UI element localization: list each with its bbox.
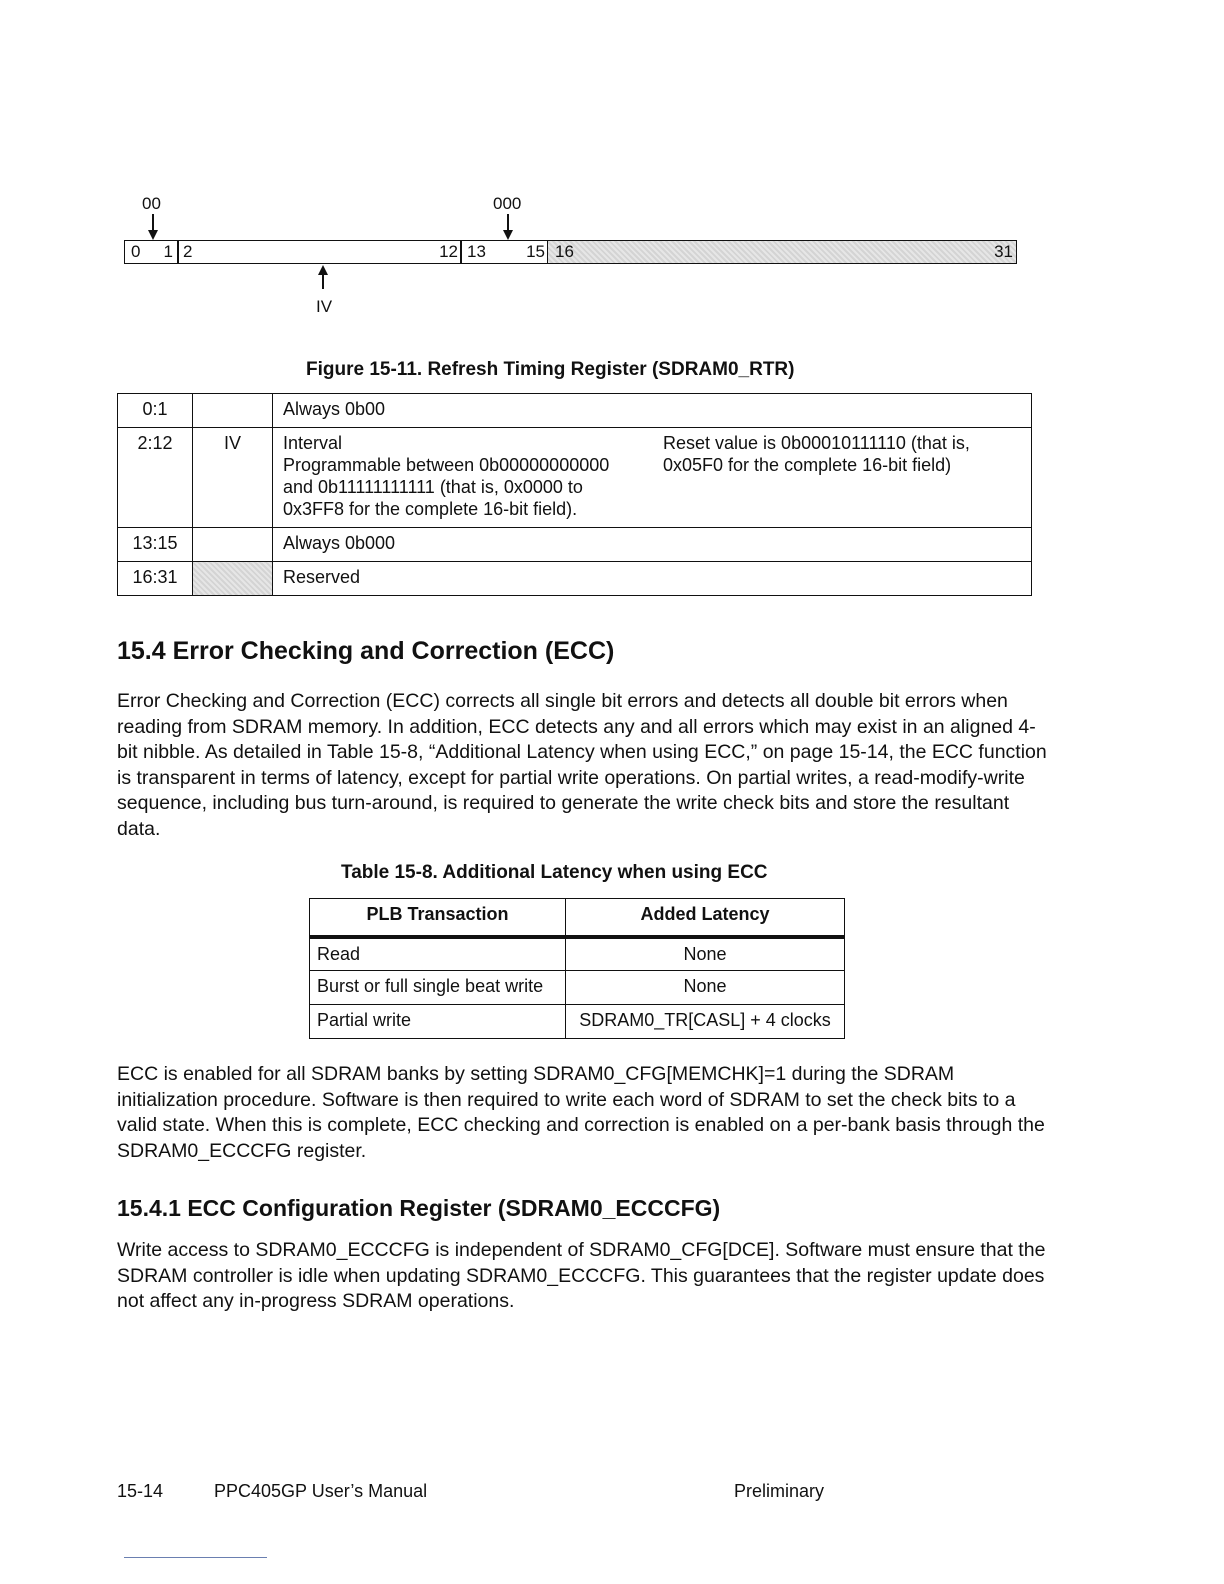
cell-latency: SDRAM0_TR[CASL] + 4 clocks xyxy=(566,1005,845,1039)
desc-line: 0x3FF8 for the complete 16-bit field). xyxy=(283,499,578,519)
reg-label-000: 000 xyxy=(493,194,522,213)
desc-line: Interval xyxy=(283,433,343,453)
section-paragraph-2: ECC is enabled for all SDRAM banks by setting SDRAM0_CFG[MEMCHK]=1 during the SDRAM initialization procedure. Software is then required to write each word of SDRAM to set the check bits to a valid state. When this is complete, ECC checking and correction is enabled on a per-bank basis through the SDRAM0_ECCCFG register. xyxy=(117,1063,1045,1162)
cell-notes xyxy=(653,428,1032,528)
reg-field-0-1 xyxy=(124,240,179,264)
reg-label-00: 00 xyxy=(142,194,161,213)
cell-transaction: Partial write xyxy=(310,1005,566,1039)
table-row xyxy=(118,428,1032,528)
table-row xyxy=(310,971,845,1005)
notes-line: 0x05F0 for the complete 16-bit field) xyxy=(663,455,952,475)
footer-rule xyxy=(124,1557,267,1558)
bit-2: 2 xyxy=(183,242,193,261)
subsection-heading: 15.4.1 ECC Configuration Register (SDRAM0_ECCCFG) xyxy=(117,1195,721,1221)
bit-15: 15 xyxy=(526,242,545,261)
cell-latency: None xyxy=(566,937,845,971)
table-row xyxy=(118,528,1032,562)
footer-title: PPC405GP User’s Manual xyxy=(214,1481,428,1501)
reg-field-16-31-reserved xyxy=(547,240,1017,264)
header-plb-transaction: PLB Transaction xyxy=(310,899,566,937)
cell-name-shaded xyxy=(193,562,273,596)
cell-name xyxy=(193,528,273,562)
arrow-up-icon xyxy=(322,273,324,289)
section-paragraph-1: Error Checking and Correction (ECC) corrects all single bit errors and detects all double bit errors when reading from SDRAM memory. In addition, ECC detects any and all errors which may exist in an aligned 4-bit nibble. As detailed in Table 15-8, “Additional Latency when using ECC,” on page 15-14, the ECC function is transparent in terms of latency, except for partial write operations. On partial writes, a read-modify-write sequence, including bus turn-around, is required to generate the write check bits and store the resultant data. xyxy=(117,690,1047,840)
bit-0: 0 xyxy=(131,242,141,261)
footer-status: Preliminary xyxy=(734,1481,825,1501)
table-row xyxy=(118,394,1032,428)
header-added-latency: Added Latency xyxy=(566,899,845,937)
reg-label-iv: IV xyxy=(316,297,333,316)
bit-1: 1 xyxy=(163,242,173,261)
cell-bits: 2:12 xyxy=(118,428,193,528)
desc-line: and 0b11111111111 (that is, 0x0000 to xyxy=(283,477,583,497)
field-table xyxy=(117,393,1032,596)
cell-desc: Reserved xyxy=(273,562,1032,596)
bit-31: 31 xyxy=(994,242,1013,261)
cell-desc: Always 0b000 xyxy=(273,528,1032,562)
reg-field-13-15 xyxy=(460,240,549,264)
table-caption: Table 15-8. Additional Latency when using ECC xyxy=(341,862,768,883)
table-row xyxy=(310,1005,845,1039)
cell-bits: 0:1 xyxy=(118,394,193,428)
section-heading: 15.4 Error Checking and Correction (ECC) xyxy=(117,637,615,665)
notes-line: Reset value is 0b00010111110 (that is, xyxy=(663,433,970,453)
bit-16: 16 xyxy=(555,242,574,261)
cell-desc xyxy=(273,428,654,528)
cell-latency: None xyxy=(566,971,845,1005)
reg-field-2-12 xyxy=(177,240,462,264)
cell-bits: 16:31 xyxy=(118,562,193,596)
cell-transaction: Burst or full single beat write xyxy=(310,971,566,1005)
table-row xyxy=(310,937,845,971)
subsection-paragraph: Write access to SDRAM0_ECCCFG is independent of SDRAM0_CFG[DCE]. Software must ensure that the SDRAM controller is idle when updating SDRAM0_ECCCFG. This guarantees that the register update does not affect any in-progress SDRAM operations. xyxy=(117,1239,1046,1312)
bit-12: 12 xyxy=(439,242,458,261)
footer-page-number: 15-14 xyxy=(117,1481,164,1501)
cell-bits: 13:15 xyxy=(118,528,193,562)
bit-13: 13 xyxy=(467,242,486,261)
desc-line: Programmable between 0b00000000000 xyxy=(283,455,610,475)
latency-table xyxy=(309,898,845,1039)
cell-transaction: Read xyxy=(310,937,566,971)
cell-desc: Always 0b00 xyxy=(273,394,1032,428)
arrowhead-icon xyxy=(148,230,158,240)
table-header-row xyxy=(310,899,845,937)
arrowhead-icon xyxy=(503,230,513,240)
table-row xyxy=(118,562,1032,596)
figure-caption: Figure 15-11. Refresh Timing Register (SDRAM0_RTR) xyxy=(306,359,795,380)
cell-name: IV xyxy=(193,428,273,528)
cell-name xyxy=(193,394,273,428)
